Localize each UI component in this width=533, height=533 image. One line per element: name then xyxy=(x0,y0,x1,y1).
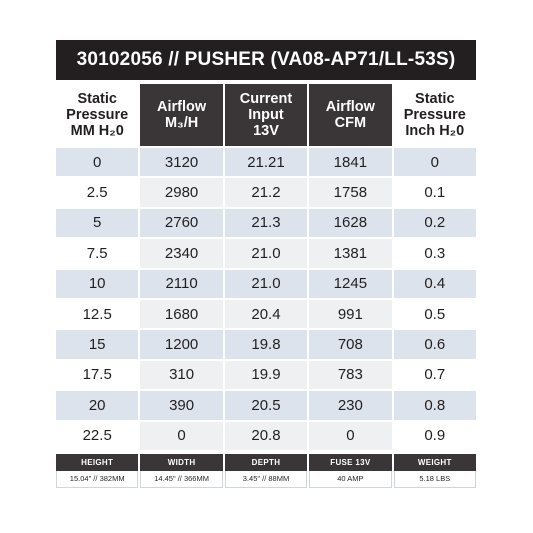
cell-current: 21.2 xyxy=(225,178,307,206)
cell-mm: 2.5 xyxy=(56,178,138,206)
table-row xyxy=(56,391,476,419)
footer-value-fuse: 40 AMP xyxy=(309,471,391,488)
cell-inch: 0.7 xyxy=(394,361,476,389)
cell-inch: 0.3 xyxy=(394,239,476,267)
spec-sheet xyxy=(56,40,476,488)
cell-mm: 15 xyxy=(56,330,138,358)
cell-m3h: 0 xyxy=(140,422,222,450)
footer-label-height: HEIGHT xyxy=(56,454,138,471)
cell-mm: 20 xyxy=(56,391,138,419)
cell-m3h: 390 xyxy=(140,391,222,419)
cell-mm: 0 xyxy=(56,148,138,176)
cell-m3h: 2110 xyxy=(140,270,222,298)
header-line: 13V xyxy=(253,123,279,139)
header-static-pressure-mm xyxy=(56,84,138,146)
cell-m3h: 310 xyxy=(140,361,222,389)
cell-current: 20.4 xyxy=(225,300,307,328)
footer-value-depth: 3.45" // 88MM xyxy=(225,471,307,488)
table-row xyxy=(56,361,476,389)
header-line: Static xyxy=(415,91,455,107)
cell-mm: 12.5 xyxy=(56,300,138,328)
cell-m3h: 2760 xyxy=(140,209,222,237)
footer-value-height: 15.04" // 382MM xyxy=(56,471,138,488)
footer-value-weight: 5.18 LBS xyxy=(394,471,476,488)
table-row xyxy=(56,209,476,237)
cell-current: 21.3 xyxy=(225,209,307,237)
cell-inch: 0.9 xyxy=(394,422,476,450)
cell-m3h: 1200 xyxy=(140,330,222,358)
cell-inch: 0.8 xyxy=(394,391,476,419)
cell-cfm: 1841 xyxy=(309,148,391,176)
footer-label-depth: DEPTH xyxy=(225,454,307,471)
footer-label-width: WIDTH xyxy=(140,454,222,471)
header-line: Inch H₂0 xyxy=(405,123,465,139)
footer-label-fuse: FUSE 13V xyxy=(309,454,391,471)
header-line: Static xyxy=(77,91,117,107)
table-row xyxy=(56,239,476,267)
cell-current: 20.5 xyxy=(225,391,307,419)
cell-inch: 0.6 xyxy=(394,330,476,358)
table-header-row xyxy=(56,84,476,146)
cell-m3h: 2980 xyxy=(140,178,222,206)
cell-current: 19.9 xyxy=(225,361,307,389)
cell-cfm: 783 xyxy=(309,361,391,389)
cell-mm: 5 xyxy=(56,209,138,237)
table-row xyxy=(56,300,476,328)
cell-cfm: 0 xyxy=(309,422,391,450)
cell-cfm: 230 xyxy=(309,391,391,419)
header-static-pressure-inch xyxy=(394,84,476,146)
header-line: CFM xyxy=(334,115,367,131)
cell-inch: 0.2 xyxy=(394,209,476,237)
header-line: M₃/H xyxy=(164,115,199,131)
header-airflow-m3h xyxy=(140,84,222,146)
footer-label-weight: WEIGHT xyxy=(394,454,476,471)
cell-inch: 0.1 xyxy=(394,178,476,206)
footer-value-width: 14.45" // 366MM xyxy=(140,471,222,488)
header-line: Current xyxy=(239,91,293,107)
header-airflow-cfm xyxy=(309,84,391,146)
cell-current: 21.0 xyxy=(225,270,307,298)
header-current-input xyxy=(225,84,307,146)
spec-title: 30102056 // PUSHER (VA08-AP71/LL-53S) xyxy=(56,40,476,80)
table-row xyxy=(56,178,476,206)
airflow-table xyxy=(54,82,478,452)
table-row xyxy=(56,270,476,298)
cell-current: 20.8 xyxy=(225,422,307,450)
header-line: Pressure xyxy=(403,107,466,123)
cell-cfm: 1628 xyxy=(309,209,391,237)
header-line: Pressure xyxy=(66,107,129,123)
cell-cfm: 1381 xyxy=(309,239,391,267)
cell-cfm: 1245 xyxy=(309,270,391,298)
table-row xyxy=(56,422,476,450)
cell-m3h: 2340 xyxy=(140,239,222,267)
header-line: MM H₂0 xyxy=(70,123,124,139)
cell-m3h: 1680 xyxy=(140,300,222,328)
table-row xyxy=(56,330,476,358)
cell-mm: 17.5 xyxy=(56,361,138,389)
header-line: Input xyxy=(248,107,284,123)
cell-current: 19.8 xyxy=(225,330,307,358)
cell-current: 21.0 xyxy=(225,239,307,267)
cell-current: 21.21 xyxy=(225,148,307,176)
cell-mm: 22.5 xyxy=(56,422,138,450)
cell-cfm: 991 xyxy=(309,300,391,328)
cell-mm: 7.5 xyxy=(56,239,138,267)
header-line: Airflow xyxy=(157,99,207,115)
cell-m3h: 3120 xyxy=(140,148,222,176)
cell-cfm: 708 xyxy=(309,330,391,358)
cell-cfm: 1758 xyxy=(309,178,391,206)
cell-mm: 10 xyxy=(56,270,138,298)
header-line: Airflow xyxy=(325,99,375,115)
cell-inch: 0.4 xyxy=(394,270,476,298)
cell-inch: 0 xyxy=(394,148,476,176)
table-row xyxy=(56,148,476,176)
cell-inch: 0.5 xyxy=(394,300,476,328)
dimensions-footer xyxy=(56,454,476,488)
